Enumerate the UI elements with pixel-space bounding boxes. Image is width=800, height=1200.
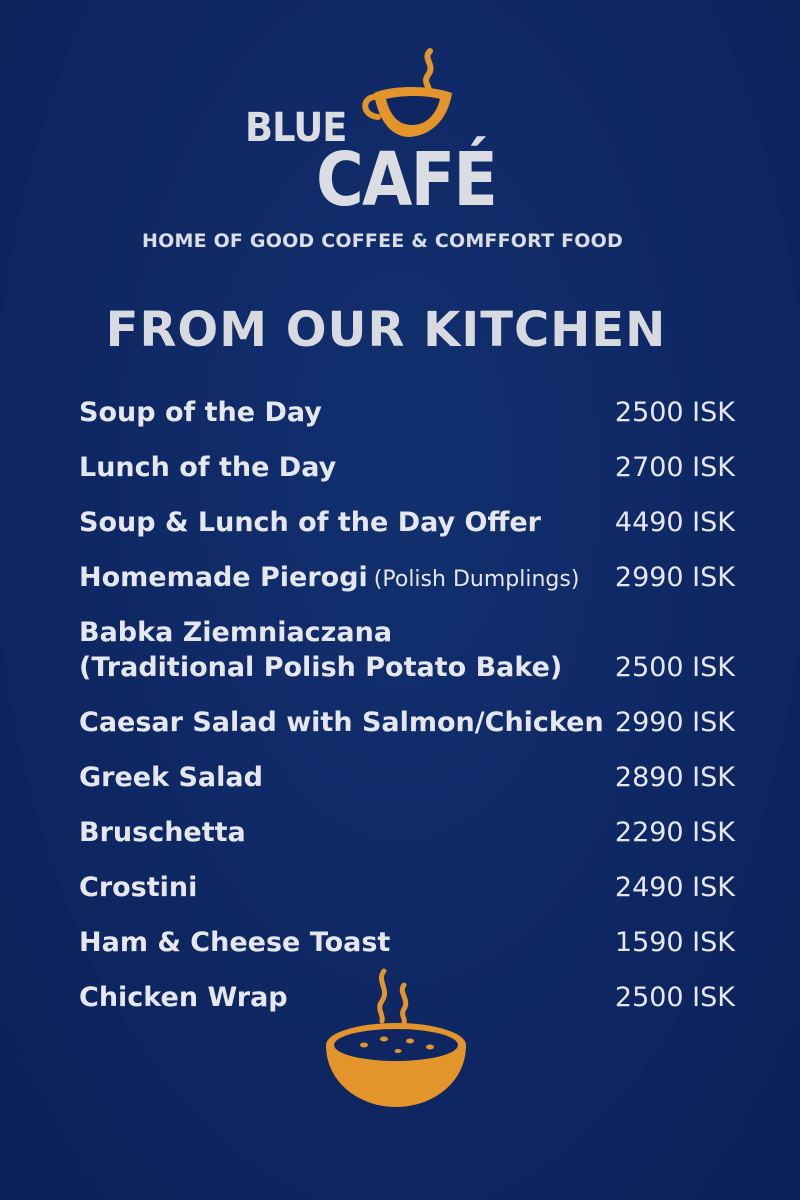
menu-item-price: 2500 ISK bbox=[614, 397, 735, 428]
menu-item-name bbox=[79, 560, 579, 598]
menu-item-price: 2500 ISK bbox=[614, 982, 735, 1013]
menu-item-name: Greek Salad bbox=[79, 762, 263, 793]
menu-item-name: Bruschetta bbox=[79, 817, 246, 848]
menu-item-price: 1590 ISK bbox=[614, 927, 735, 958]
menu-item-price: 4490 ISK bbox=[614, 507, 735, 538]
cafe-logo bbox=[240, 45, 510, 225]
brand-name-line2: CAFÉ bbox=[316, 137, 497, 223]
menu-item-name: Ham & Cheese Toast bbox=[79, 927, 391, 958]
menu-item-name: Babka Ziemniaczana bbox=[79, 617, 393, 648]
menu-item-name-text: Homemade Pierogi bbox=[79, 562, 368, 593]
coffee-cup-steam-icon bbox=[352, 45, 462, 145]
menu-item-price: 2890 ISK bbox=[614, 762, 735, 793]
brand-tagline: HOME OF GOOD COFFEE & COMFFORT FOOD bbox=[142, 230, 623, 252]
menu-item-price: 2990 ISK bbox=[614, 707, 735, 738]
soup-bowl-steam-icon bbox=[322, 965, 472, 1115]
menu-item-price: 2700 ISK bbox=[614, 452, 735, 483]
menu-item-name: Chicken Wrap bbox=[79, 982, 288, 1013]
menu-item-name: Lunch of the Day bbox=[79, 452, 337, 483]
section-title: FROM OUR KITCHEN bbox=[105, 302, 667, 358]
menu-item-price: 2500 ISK bbox=[614, 652, 735, 683]
menu-item-name-line2: (Traditional Polish Potato Bake) bbox=[79, 652, 563, 683]
menu-item-price: 2990 ISK bbox=[614, 562, 735, 593]
menu-item-note: (Polish Dumplings) bbox=[373, 567, 580, 592]
menu-item-price: 2290 ISK bbox=[614, 817, 735, 848]
menu-item-name: Soup of the Day bbox=[79, 397, 322, 428]
menu-item-name: Caesar Salad with Salmon/Chicken bbox=[79, 707, 604, 738]
menu-item-name: Soup & Lunch of the Day Offer bbox=[79, 507, 541, 538]
brand-name-line1: BLUE bbox=[245, 105, 347, 151]
menu-item-price: 2490 ISK bbox=[614, 872, 735, 903]
menu-item-name: Crostini bbox=[79, 872, 198, 903]
